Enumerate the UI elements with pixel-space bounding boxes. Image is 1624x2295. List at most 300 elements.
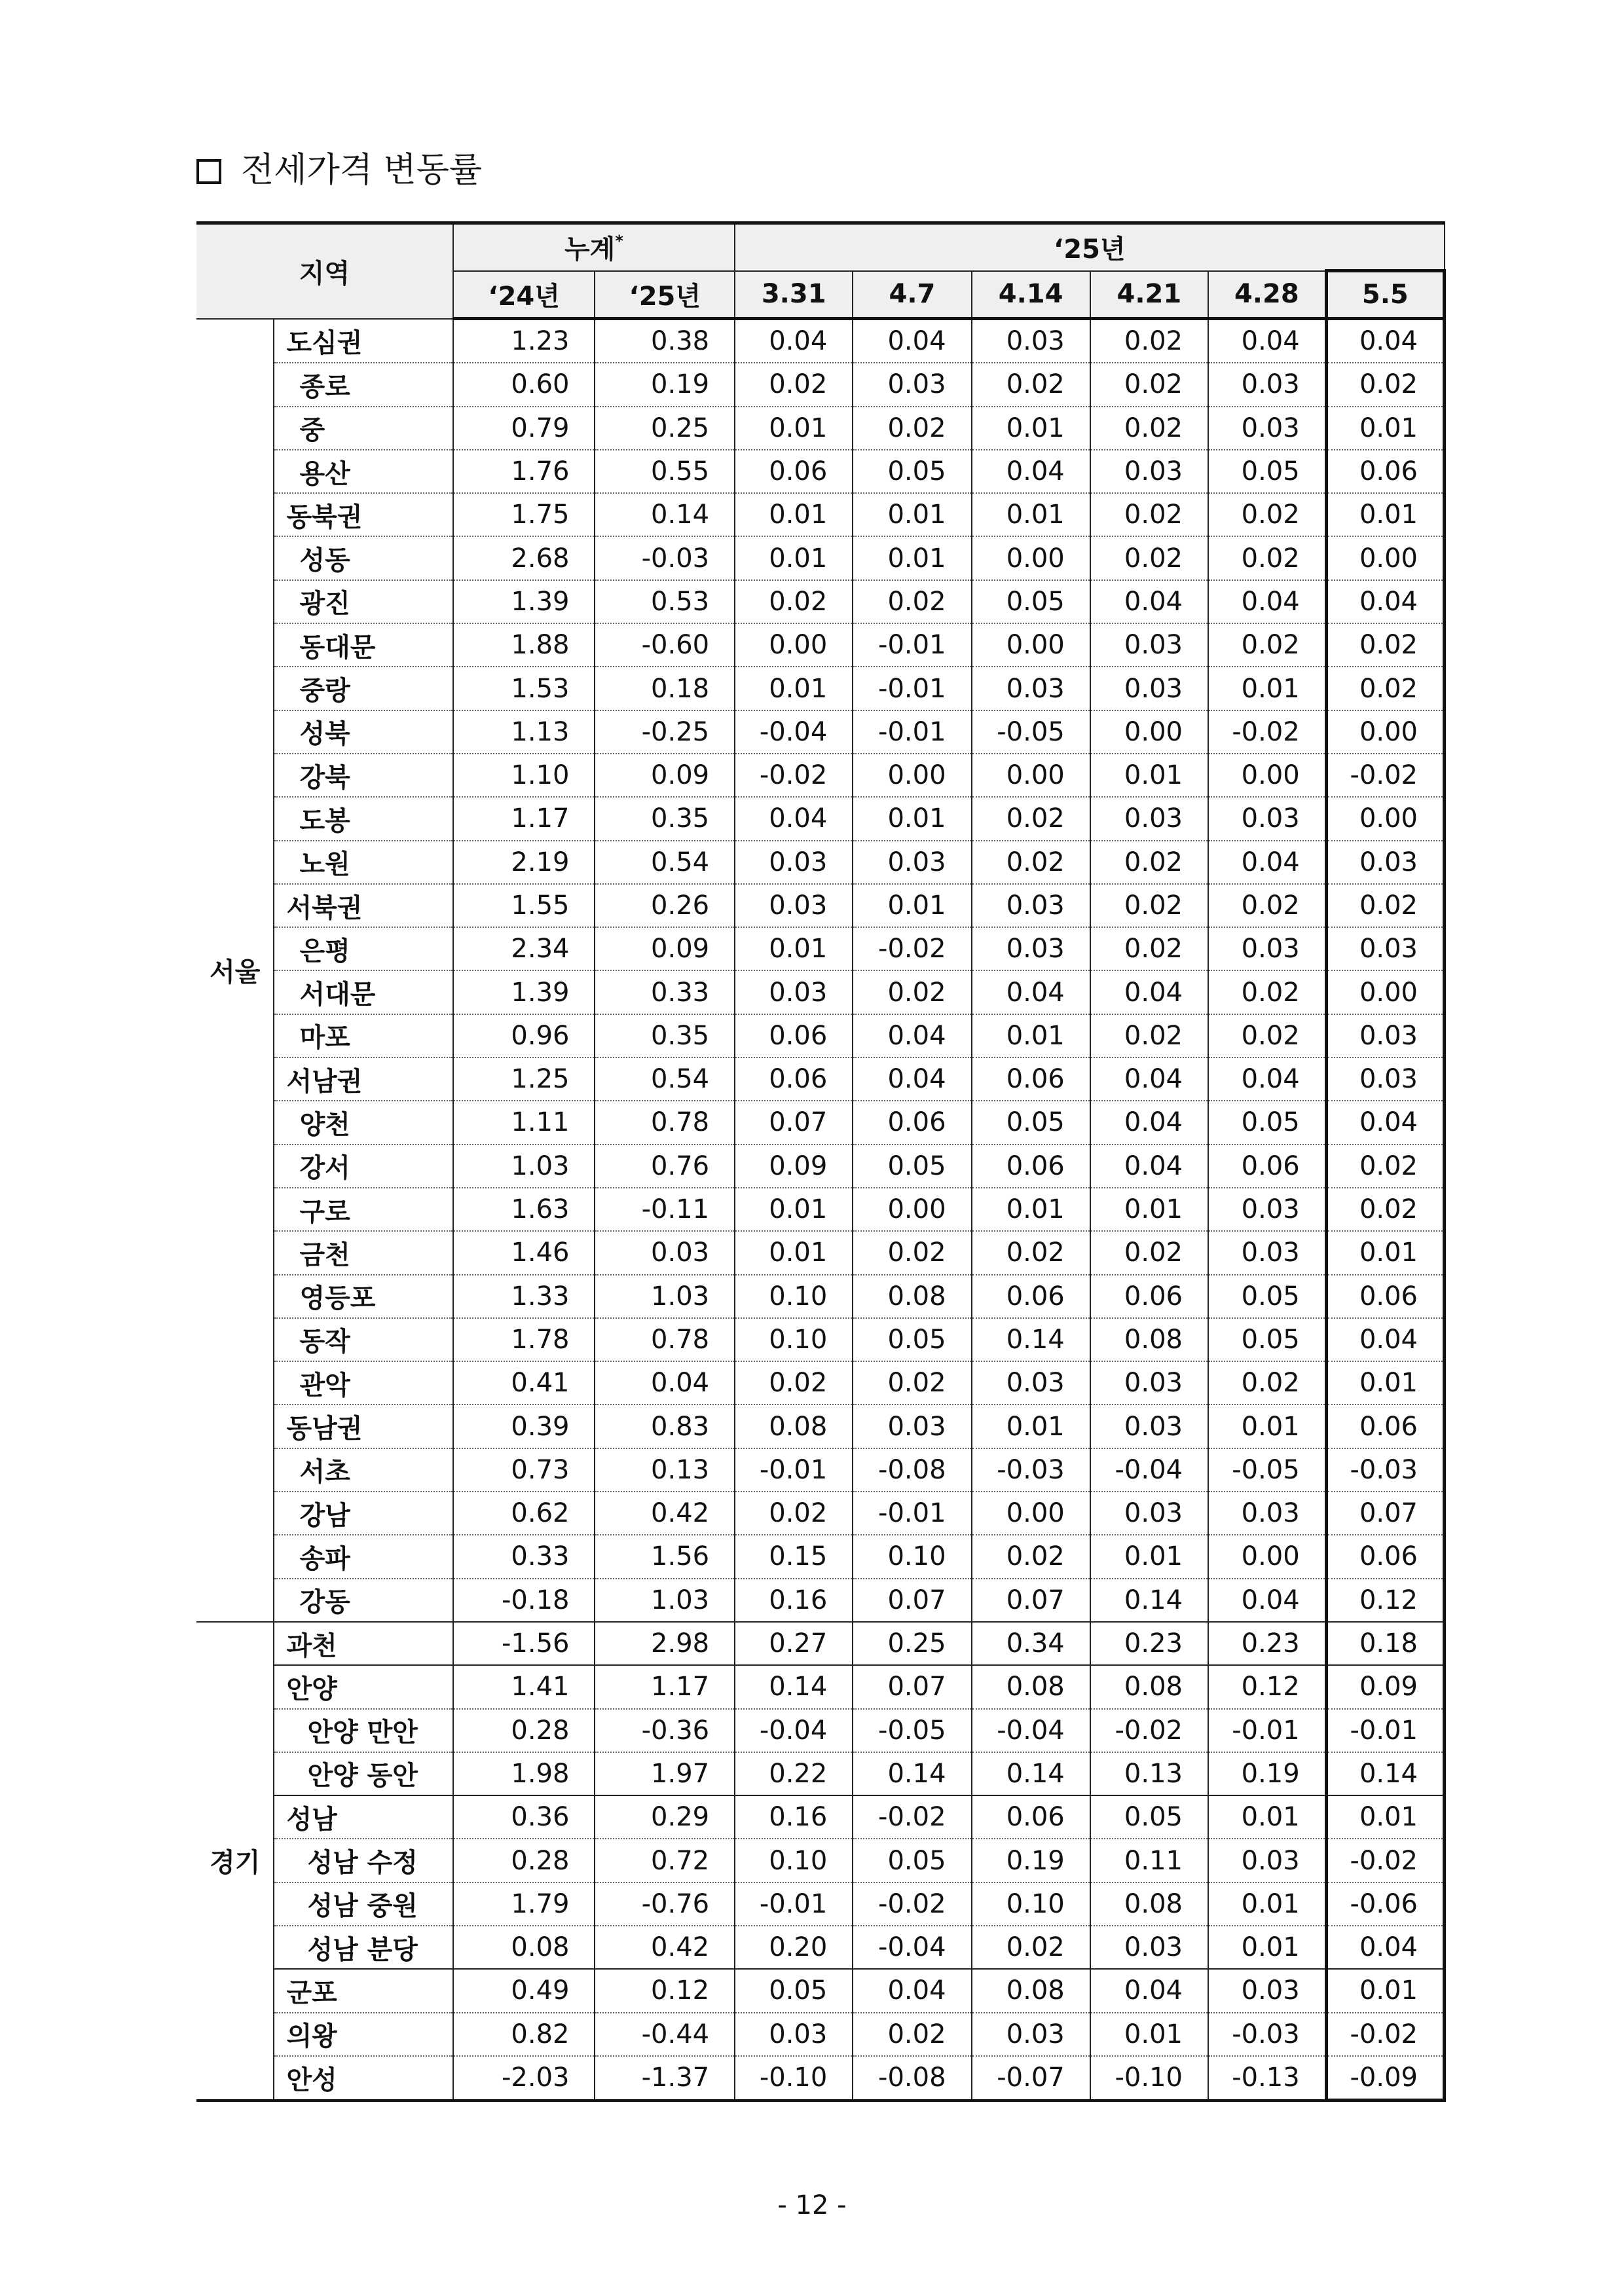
value-cell: 0.02 — [1326, 1188, 1444, 1231]
column-header: ‘25년 — [595, 271, 735, 319]
value-cell: -0.01 — [735, 1448, 853, 1492]
value-cell: 0.01 — [972, 1188, 1090, 1231]
value-cell: 0.03 — [853, 363, 971, 406]
value-cell: 0.04 — [1090, 1145, 1208, 1188]
value-cell: 0.19 — [1208, 1752, 1326, 1795]
value-cell: 1.10 — [453, 754, 595, 797]
value-cell: 1.17 — [595, 1665, 735, 1708]
district-name: 강서 — [274, 1145, 452, 1188]
table-row — [196, 1795, 1445, 1839]
value-cell: 0.25 — [853, 1622, 971, 1665]
value-cell: 0.16 — [735, 1795, 853, 1839]
value-cell: 0.22 — [735, 1752, 853, 1795]
value-cell: 0.03 — [1090, 667, 1208, 710]
value-cell: 0.04 — [853, 1014, 971, 1057]
district-name: 동작 — [274, 1318, 452, 1361]
value-cell: 0.27 — [735, 1622, 853, 1665]
value-cell: 0.02 — [853, 1361, 971, 1405]
value-cell: 0.06 — [853, 1101, 971, 1144]
value-cell: -0.05 — [1208, 1448, 1326, 1492]
value-cell: 0.02 — [1208, 536, 1326, 579]
value-cell: 0.04 — [1208, 1057, 1326, 1101]
value-cell: 0.53 — [595, 580, 735, 623]
value-cell: 0.04 — [1090, 1969, 1208, 2012]
table-row — [196, 2056, 1445, 2101]
value-cell: 0.04 — [1208, 841, 1326, 884]
value-cell: -0.02 — [853, 927, 971, 970]
value-cell: 0.01 — [735, 493, 853, 536]
value-cell: -1.37 — [595, 2056, 735, 2101]
value-cell: -0.76 — [595, 1882, 735, 1926]
value-cell: 0.34 — [972, 1622, 1090, 1665]
value-cell: 0.28 — [453, 1709, 595, 1752]
district-name: 중랑 — [274, 667, 452, 710]
column-header: 5.5 — [1326, 271, 1444, 319]
table-row — [196, 797, 1445, 840]
value-cell: 0.83 — [595, 1405, 735, 1448]
value-cell: 0.82 — [453, 2013, 595, 2056]
column-header: 4.28 — [1208, 271, 1326, 319]
table-row — [196, 1101, 1445, 1144]
column-header: 3.31 — [735, 271, 853, 319]
value-cell: 0.05 — [853, 1839, 971, 1882]
value-cell: 0.49 — [453, 1969, 595, 2012]
value-cell: 0.01 — [1326, 493, 1444, 536]
value-cell: 0.04 — [1326, 580, 1444, 623]
value-cell: 0.03 — [972, 319, 1090, 363]
value-cell: 0.05 — [1090, 1795, 1208, 1839]
value-cell: 0.00 — [1090, 710, 1208, 754]
value-cell: 1.17 — [453, 797, 595, 840]
table-row — [196, 1057, 1445, 1101]
value-cell: 0.05 — [1208, 450, 1326, 493]
district-name: 서북권 — [274, 884, 452, 927]
value-cell: 0.19 — [972, 1839, 1090, 1882]
cumulative-header-label: 누계 — [564, 234, 616, 265]
value-cell: -1.56 — [453, 1622, 595, 1665]
value-cell: 1.55 — [453, 884, 595, 927]
value-cell: 0.02 — [735, 580, 853, 623]
district-name: 동남권 — [274, 1405, 452, 1448]
value-cell: 0.04 — [1090, 970, 1208, 1014]
value-cell: 1.75 — [453, 493, 595, 536]
value-cell: 0.03 — [972, 2013, 1090, 2056]
table-row — [196, 536, 1445, 579]
value-cell: 0.06 — [1326, 1535, 1444, 1578]
table-row — [196, 1145, 1445, 1188]
value-cell: 0.00 — [972, 623, 1090, 667]
district-name: 서초 — [274, 1448, 452, 1492]
value-cell: 0.05 — [972, 1101, 1090, 1144]
value-cell: 0.14 — [1090, 1579, 1208, 1622]
value-cell: 0.04 — [595, 1361, 735, 1405]
table-row — [196, 623, 1445, 667]
value-cell: 0.06 — [735, 1057, 853, 1101]
table-row — [196, 1882, 1445, 1926]
value-cell: 0.03 — [1326, 841, 1444, 884]
jeonse-price-change-table — [196, 221, 1446, 2102]
value-cell: 0.02 — [1208, 970, 1326, 1014]
value-cell: 1.11 — [453, 1101, 595, 1144]
value-cell: 1.03 — [595, 1579, 735, 1622]
value-cell: -0.02 — [1090, 1709, 1208, 1752]
value-cell: -0.05 — [853, 1709, 971, 1752]
value-cell: 0.04 — [1090, 1101, 1208, 1144]
district-name: 안양 동안 — [274, 1752, 452, 1795]
district-name: 군포 — [274, 1969, 452, 2012]
page-number: - 12 - — [777, 2190, 847, 2220]
region-header: 지역 — [196, 223, 453, 319]
district-name: 관악 — [274, 1361, 452, 1405]
value-cell: 0.02 — [972, 1535, 1090, 1578]
value-cell: 0.23 — [1090, 1622, 1208, 1665]
table-row — [196, 493, 1445, 536]
table-row — [196, 884, 1445, 927]
value-cell: 1.13 — [453, 710, 595, 754]
value-cell: 0.28 — [453, 1839, 595, 1882]
value-cell: 0.02 — [1208, 1014, 1326, 1057]
district-name: 양천 — [274, 1101, 452, 1144]
value-cell: 0.14 — [972, 1752, 1090, 1795]
value-cell: -0.02 — [853, 1795, 971, 1839]
table-row — [196, 970, 1445, 1014]
value-cell: -0.02 — [735, 754, 853, 797]
table-row — [196, 1665, 1445, 1708]
value-cell: -0.60 — [595, 623, 735, 667]
district-name: 서대문 — [274, 970, 452, 1014]
value-cell: 0.06 — [1326, 450, 1444, 493]
table-row — [196, 1709, 1445, 1752]
checkbox-square-icon — [196, 159, 221, 184]
value-cell: 0.26 — [595, 884, 735, 927]
value-cell: 0.03 — [972, 1361, 1090, 1405]
table-row — [196, 2013, 1445, 2056]
value-cell: -0.18 — [453, 1579, 595, 1622]
value-cell: 0.33 — [595, 970, 735, 1014]
value-cell: 0.01 — [1326, 1361, 1444, 1405]
value-cell: 1.76 — [453, 450, 595, 493]
district-name: 의왕 — [274, 2013, 452, 2056]
value-cell: -0.02 — [1208, 710, 1326, 754]
value-cell: 0.04 — [853, 319, 971, 363]
district-name: 과천 — [274, 1622, 452, 1665]
year-group-header: ‘25년 — [735, 223, 1444, 271]
value-cell: 0.05 — [972, 580, 1090, 623]
value-cell: 0.03 — [1090, 1492, 1208, 1535]
column-header: ‘24년 — [453, 271, 595, 319]
value-cell: 0.03 — [1208, 1969, 1326, 2012]
column-header: 4.7 — [853, 271, 971, 319]
value-cell: 0.02 — [972, 1926, 1090, 1969]
value-cell: 0.01 — [1208, 1882, 1326, 1926]
value-cell: 1.33 — [453, 1275, 595, 1318]
value-cell: 1.25 — [453, 1057, 595, 1101]
value-cell: -0.04 — [735, 1709, 853, 1752]
value-cell: 0.02 — [1090, 1014, 1208, 1057]
value-cell: 0.35 — [595, 1014, 735, 1057]
value-cell: 0.03 — [1208, 407, 1326, 450]
value-cell: 1.39 — [453, 580, 595, 623]
value-cell: 0.08 — [735, 1405, 853, 1448]
value-cell: 0.02 — [735, 363, 853, 406]
value-cell: 0.03 — [735, 884, 853, 927]
district-name: 강북 — [274, 754, 452, 797]
value-cell: 0.00 — [1208, 754, 1326, 797]
district-name: 도심권 — [274, 319, 452, 363]
value-cell: -0.01 — [853, 710, 971, 754]
value-cell: 0.02 — [1326, 884, 1444, 927]
table-row — [196, 667, 1445, 710]
value-cell: 0.19 — [595, 363, 735, 406]
table-row — [196, 450, 1445, 493]
value-cell: 0.09 — [595, 754, 735, 797]
value-cell: 0.02 — [972, 797, 1090, 840]
district-name: 도봉 — [274, 797, 452, 840]
value-cell: 0.10 — [853, 1535, 971, 1578]
value-cell: -0.09 — [1326, 2056, 1444, 2101]
value-cell: 0.10 — [972, 1882, 1090, 1926]
district-name: 금천 — [274, 1231, 452, 1274]
value-cell: 0.00 — [853, 1188, 971, 1231]
district-name: 은평 — [274, 927, 452, 970]
value-cell: 0.54 — [595, 841, 735, 884]
value-cell: 0.02 — [1090, 363, 1208, 406]
value-cell: 0.07 — [1326, 1492, 1444, 1535]
value-cell: 0.04 — [735, 319, 853, 363]
value-cell: 0.08 — [1090, 1318, 1208, 1361]
value-cell: 0.03 — [972, 927, 1090, 970]
value-cell: 0.04 — [1090, 1057, 1208, 1101]
table-row — [196, 1926, 1445, 1969]
value-cell: 0.02 — [853, 580, 971, 623]
region-name: 경기 — [196, 1622, 274, 2101]
value-cell: 1.97 — [595, 1752, 735, 1795]
district-name: 마포 — [274, 1014, 452, 1057]
value-cell: 0.78 — [595, 1318, 735, 1361]
district-name: 영등포 — [274, 1275, 452, 1318]
value-cell: 0.02 — [735, 1492, 853, 1535]
value-cell: 0.36 — [453, 1795, 595, 1839]
value-cell: -0.01 — [735, 1882, 853, 1926]
value-cell: 2.19 — [453, 841, 595, 884]
value-cell: 1.98 — [453, 1752, 595, 1795]
value-cell: 0.01 — [735, 927, 853, 970]
district-name: 안성 — [274, 2056, 452, 2101]
table-row — [196, 363, 1445, 406]
value-cell: 0.02 — [1326, 1145, 1444, 1188]
value-cell: 0.00 — [1326, 970, 1444, 1014]
value-cell: 0.01 — [972, 407, 1090, 450]
value-cell: 0.01 — [1208, 1405, 1326, 1448]
value-cell: 0.01 — [853, 884, 971, 927]
value-cell: 0.04 — [972, 450, 1090, 493]
value-cell: 0.23 — [1208, 1622, 1326, 1665]
value-cell: 0.02 — [1090, 1231, 1208, 1274]
district-name: 송파 — [274, 1535, 452, 1578]
value-cell: 0.02 — [972, 1231, 1090, 1274]
value-cell: 1.79 — [453, 1882, 595, 1926]
value-cell: 0.03 — [972, 667, 1090, 710]
value-cell: 0.08 — [972, 1665, 1090, 1708]
value-cell: 1.78 — [453, 1318, 595, 1361]
district-name: 동북권 — [274, 493, 452, 536]
value-cell: 0.06 — [972, 1145, 1090, 1188]
value-cell: 1.03 — [595, 1275, 735, 1318]
value-cell: 0.01 — [735, 536, 853, 579]
value-cell: 0.07 — [972, 1579, 1090, 1622]
value-cell: 0.02 — [1208, 1361, 1326, 1405]
value-cell: 0.00 — [853, 754, 971, 797]
value-cell: -0.01 — [853, 1492, 971, 1535]
value-cell: 0.14 — [853, 1752, 971, 1795]
value-cell: 0.06 — [735, 450, 853, 493]
value-cell: 0.03 — [1208, 1839, 1326, 1882]
value-cell: 0.14 — [595, 493, 735, 536]
value-cell: -0.06 — [1326, 1882, 1444, 1926]
value-cell: 0.01 — [1090, 1535, 1208, 1578]
value-cell: -0.08 — [853, 1448, 971, 1492]
value-cell: -0.03 — [1208, 2013, 1326, 2056]
value-cell: 0.02 — [1326, 363, 1444, 406]
value-cell: 0.09 — [735, 1145, 853, 1188]
value-cell: 0.06 — [972, 1275, 1090, 1318]
value-cell: 0.03 — [735, 970, 853, 1014]
value-cell: 0.01 — [1326, 407, 1444, 450]
value-cell: -0.08 — [853, 2056, 971, 2101]
value-cell: 0.14 — [735, 1665, 853, 1708]
value-cell: 0.02 — [853, 2013, 971, 2056]
value-cell: 0.08 — [972, 1969, 1090, 2012]
value-cell: 0.02 — [853, 407, 971, 450]
value-cell: 0.03 — [1326, 1014, 1444, 1057]
value-cell: 0.10 — [735, 1275, 853, 1318]
value-cell: 0.08 — [1090, 1665, 1208, 1708]
value-cell: 0.04 — [1326, 1101, 1444, 1144]
value-cell: 0.02 — [1090, 319, 1208, 363]
region-name: 서울 — [196, 319, 274, 1622]
value-cell: 0.09 — [595, 927, 735, 970]
value-cell: -0.11 — [595, 1188, 735, 1231]
value-cell: 0.05 — [1208, 1318, 1326, 1361]
table-row — [196, 1622, 1445, 1665]
district-name: 종로 — [274, 363, 452, 406]
value-cell: 0.42 — [595, 1492, 735, 1535]
value-cell: -0.44 — [595, 2013, 735, 2056]
value-cell: 0.02 — [1208, 623, 1326, 667]
value-cell: 0.78 — [595, 1101, 735, 1144]
value-cell: 0.96 — [453, 1014, 595, 1057]
value-cell: -0.03 — [972, 1448, 1090, 1492]
value-cell: 0.03 — [1090, 450, 1208, 493]
value-cell: 0.18 — [595, 667, 735, 710]
value-cell: -0.01 — [853, 667, 971, 710]
value-cell: -0.01 — [1326, 1709, 1444, 1752]
value-cell: -0.02 — [1326, 2013, 1444, 2056]
value-cell: -0.02 — [853, 1882, 971, 1926]
value-cell: 1.88 — [453, 623, 595, 667]
value-cell: 0.10 — [735, 1839, 853, 1882]
value-cell: 1.63 — [453, 1188, 595, 1231]
value-cell: -0.10 — [1090, 2056, 1208, 2101]
value-cell: 0.14 — [1326, 1752, 1444, 1795]
value-cell: 0.03 — [1326, 1057, 1444, 1101]
value-cell: -0.10 — [735, 2056, 853, 2101]
value-cell: 0.01 — [1326, 1231, 1444, 1274]
value-cell: 0.01 — [1326, 1795, 1444, 1839]
value-cell: 0.11 — [1090, 1839, 1208, 1882]
value-cell: -0.36 — [595, 1709, 735, 1752]
value-cell: 1.23 — [453, 319, 595, 363]
value-cell: 0.60 — [453, 363, 595, 406]
table-row — [196, 1579, 1445, 1622]
table-row — [196, 1231, 1445, 1274]
value-cell: 0.06 — [1208, 1145, 1326, 1188]
value-cell: 0.01 — [1090, 754, 1208, 797]
value-cell: -0.04 — [735, 710, 853, 754]
value-cell: 0.07 — [853, 1665, 971, 1708]
value-cell: 0.04 — [1326, 1926, 1444, 1969]
table-row — [196, 1318, 1445, 1361]
value-cell: 0.02 — [972, 841, 1090, 884]
value-cell: 0.02 — [735, 1361, 853, 1405]
value-cell: 0.08 — [1090, 1882, 1208, 1926]
value-cell: 0.03 — [853, 1405, 971, 1448]
value-cell: 0.42 — [595, 1926, 735, 1969]
value-cell: -0.03 — [595, 536, 735, 579]
district-name: 중 — [274, 407, 452, 450]
table-row — [196, 319, 1445, 363]
value-cell: 0.02 — [1090, 493, 1208, 536]
value-cell: 0.01 — [1208, 1926, 1326, 1969]
value-cell: 0.14 — [972, 1318, 1090, 1361]
district-name: 성남 수정 — [274, 1839, 452, 1882]
table-row — [196, 1535, 1445, 1578]
district-name: 성남 중원 — [274, 1882, 452, 1926]
value-cell: 0.72 — [595, 1839, 735, 1882]
value-cell: 1.39 — [453, 970, 595, 1014]
value-cell: -0.04 — [853, 1926, 971, 1969]
value-cell: 0.55 — [595, 450, 735, 493]
value-cell: 0.06 — [1090, 1275, 1208, 1318]
value-cell: 0.76 — [595, 1145, 735, 1188]
table-row — [196, 1969, 1445, 2012]
value-cell: -0.02 — [1326, 754, 1444, 797]
value-cell: 0.03 — [595, 1231, 735, 1274]
value-cell: 0.03 — [1090, 1405, 1208, 1448]
value-cell: 0.79 — [453, 407, 595, 450]
value-cell: -0.04 — [972, 1709, 1090, 1752]
value-cell: 1.56 — [595, 1535, 735, 1578]
table-row — [196, 710, 1445, 754]
table-row — [196, 407, 1445, 450]
value-cell: 0.29 — [595, 1795, 735, 1839]
value-cell: 0.03 — [1090, 1361, 1208, 1405]
value-cell: 0.03 — [1326, 927, 1444, 970]
value-cell: -0.02 — [1326, 1839, 1444, 1882]
value-cell: 0.38 — [595, 319, 735, 363]
value-cell: 2.68 — [453, 536, 595, 579]
value-cell: 2.98 — [595, 1622, 735, 1665]
value-cell: 0.10 — [735, 1318, 853, 1361]
district-name: 강동 — [274, 1579, 452, 1622]
page-title — [196, 147, 482, 193]
value-cell: 0.05 — [1208, 1101, 1326, 1144]
table-row — [196, 580, 1445, 623]
value-cell: 0.00 — [1326, 536, 1444, 579]
value-cell: 0.03 — [1208, 797, 1326, 840]
value-cell: 0.02 — [1090, 884, 1208, 927]
district-name: 성남 분당 — [274, 1926, 452, 1969]
